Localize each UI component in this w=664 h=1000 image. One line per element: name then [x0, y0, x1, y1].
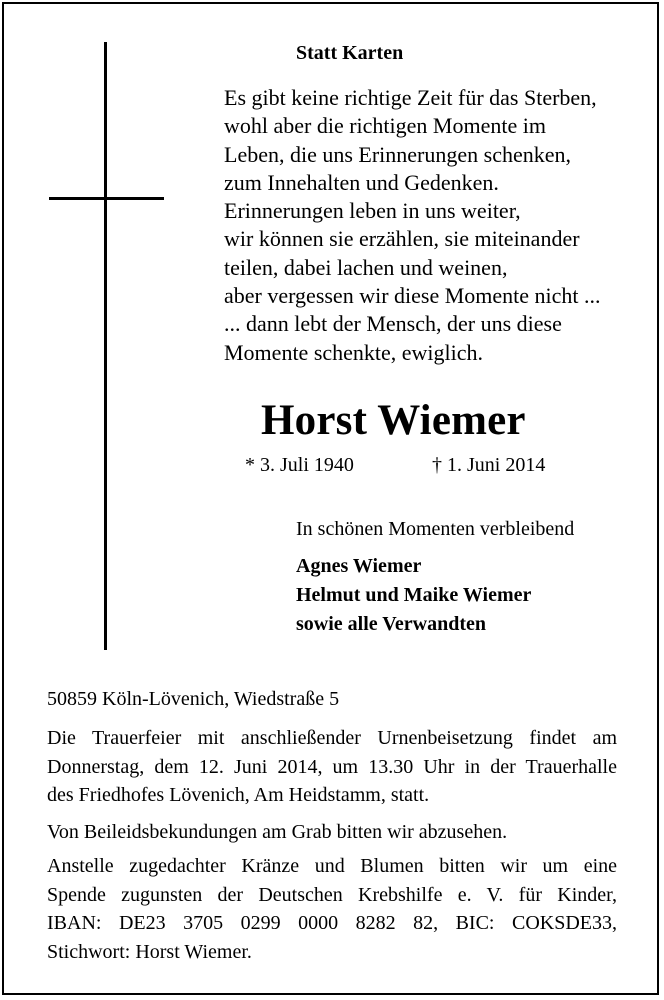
- family-address: 50859 Köln-Lövenich, Wiedstraße 5: [47, 688, 340, 710]
- poem-line: Es gibt keine richtige Zeit für das Sterben,: [224, 85, 597, 110]
- ceremony-line: Die Trauerfeier mit anschließender Urnenbeisetzung findet am: [47, 727, 617, 749]
- donation-line: Anstelle zugedachter Kränze und Blumen bitten wir um eine: [47, 855, 617, 877]
- deceased-name: Horst Wiemer: [261, 397, 526, 444]
- ceremony-paragraph: [47, 724, 617, 810]
- poem-line: wir können sie erzählen, sie miteinander: [224, 226, 580, 252]
- ceremony-line: des Friedhofes Lövenich, Am Heidstamm, statt.: [47, 784, 430, 806]
- mourner-name: Agnes Wiemer: [296, 555, 422, 577]
- memorial-poem: [224, 84, 601, 367]
- poem-line: Erinnerungen leben in uns weiter,: [224, 198, 521, 224]
- condolence-line: Von Beileidsbekundungen am Grab bitten wir abzusehen.: [47, 821, 508, 843]
- donation-line: Spende zugunsten der Deutschen Krebshilfe e. V. für Kinder,: [47, 883, 617, 906]
- donation-line: Stichwort: Horst Wiemer.: [47, 940, 252, 963]
- poem-line: zum Innehalten und Gedenken.: [224, 169, 499, 195]
- poem-line: Leben, die uns Erinnerungen schenken,: [224, 141, 571, 167]
- mourner-name: Helmut und Maike Wiemer: [296, 584, 532, 606]
- cross-vertical-bar: [104, 42, 107, 650]
- mourner-name: sowie alle Verwandten: [296, 613, 486, 635]
- birth-date: * 3. Juli 1940: [245, 454, 354, 476]
- poem-line: teilen, dabei lachen und weinen,: [224, 254, 508, 280]
- poem-line: aber vergessen wir diese Momente nicht ...: [224, 283, 601, 309]
- poem-line: Momente schenkte, ewiglich.: [224, 339, 484, 365]
- death-date: † 1. Juni 2014: [432, 454, 546, 476]
- poem-line: ... dann lebt der Mensch, der uns diese: [224, 311, 562, 337]
- mourners-intro: In schönen Momenten verbleibend: [296, 518, 575, 540]
- condolence-paragraph: [47, 818, 617, 847]
- statt-karten-heading: Statt Karten: [296, 42, 404, 64]
- donation-line: IBAN: DE23 3705 0299 0000 8282 82, BIC: COKSDE33,: [47, 912, 617, 934]
- ceremony-line: Donnerstag, dem 12. Juni 2014, um 13.30 Uhr in der Trauerhalle: [47, 755, 617, 778]
- mourners-list: [296, 552, 531, 639]
- donation-paragraph: [47, 852, 617, 966]
- poem-line: wohl aber die richtigen Momente im: [224, 113, 546, 139]
- cross-horizontal-bar: [49, 197, 164, 200]
